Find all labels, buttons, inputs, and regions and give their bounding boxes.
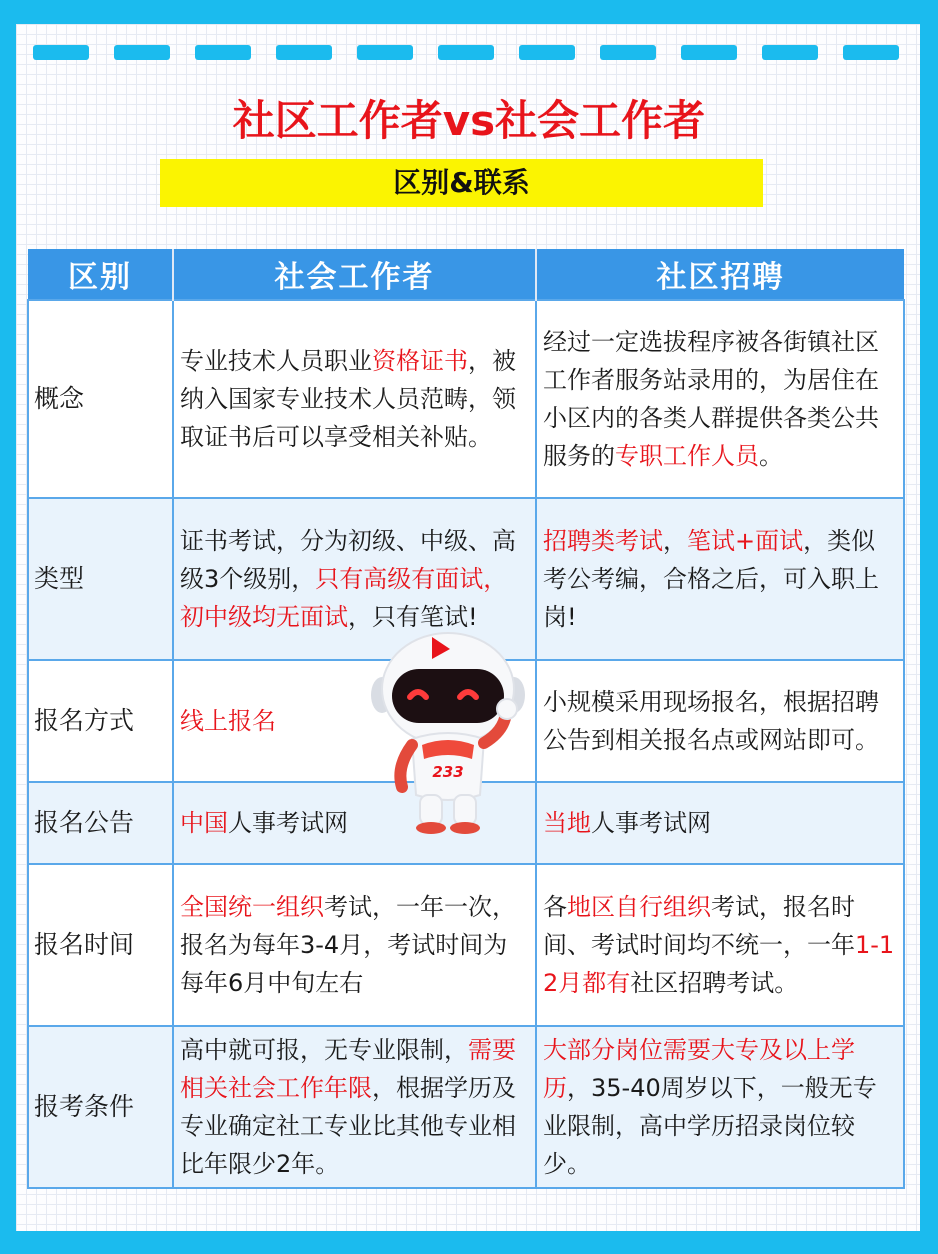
page-subtitle: 区别&联系 (160, 159, 763, 207)
row-label: 报名公告 (28, 782, 173, 864)
highlight-text: 当地 (543, 809, 591, 837)
cell-text: ， (663, 527, 687, 555)
cell-text: 小规模采用现场报名，根据招聘公告到相关报名点或网站即可。 (543, 688, 879, 754)
row-label: 类型 (28, 498, 173, 660)
column-header-social-worker: 社会工作者 (173, 249, 536, 300)
row-label: 报名方式 (28, 660, 173, 782)
column-header-difference: 区别 (28, 249, 173, 300)
dash-decor (681, 45, 737, 60)
dash-decor (195, 45, 251, 60)
cell-text: ，35-40周岁以下，一般无专业限制，高中学历招录岗位较少。 (543, 1074, 877, 1178)
highlight-text: 线上报名 (180, 707, 276, 735)
dash-decor (276, 45, 332, 60)
social-worker-cell (173, 1026, 536, 1188)
dash-decor (33, 45, 89, 60)
cell-text: 各 (543, 893, 567, 921)
table-row (28, 864, 904, 1026)
community-recruit-cell (536, 864, 904, 1026)
highlight-text: 只有高级有面试，初中级均无面试 (180, 565, 508, 631)
table-row (28, 300, 904, 498)
cell-text: ，被纳入国家专业技术人员范畴，领取证书后可以享受相关补贴。 (180, 347, 516, 451)
cell-text: 人事考试网 (591, 809, 711, 837)
community-recruit-cell (536, 660, 904, 782)
social-worker-cell (173, 300, 536, 498)
community-recruit-cell (536, 498, 904, 660)
page-title: 社区工作者vs社会工作者 (232, 96, 706, 145)
row-label: 报名时间 (28, 864, 173, 1026)
mascot-badge: 233 (432, 763, 464, 781)
dash-decor (519, 45, 575, 60)
dash-decor (843, 45, 899, 60)
highlight-text: 招聘类考试 (543, 527, 663, 555)
row-label: 报考条件 (28, 1026, 173, 1188)
cell-text: 高中就可报，无专业限制， (180, 1036, 468, 1064)
cell-text: ，类似考公考编，合格之后，可入职上岗! (543, 527, 879, 631)
dash-decor (600, 45, 656, 60)
highlight-text: 全国统一组织 (180, 893, 324, 921)
column-header-community-recruit: 社区招聘 (536, 249, 904, 300)
top-dash-decoration (33, 45, 903, 61)
highlight-text: 地区自行组织 (567, 893, 711, 921)
community-recruit-cell (536, 1026, 904, 1188)
cell-text: 考试，报名时间、考试时间均不统一，一年 (543, 893, 855, 959)
dash-decor (114, 45, 170, 60)
cell-text: 。 (759, 442, 783, 470)
cell-text: 专业技术人员职业 (180, 347, 372, 375)
highlight-text: 资格证书 (372, 347, 468, 375)
dash-decor (357, 45, 413, 60)
cell-text: 考试，一年一次，报名为每年3-4月，考试时间为每年6月中旬左右 (180, 893, 516, 997)
cell-text: 经过一定选拔程序被各街镇社区工作者服务站录用的，为居住在小区内的各类人群提供各类公共服务的 (543, 328, 879, 470)
table-row (28, 1026, 904, 1188)
community-recruit-cell (536, 782, 904, 864)
highlight-text: 专职工作人员 (615, 442, 759, 470)
cell-text: 证书考试，分为初级、中级、高级3个级别， (180, 527, 516, 593)
highlight-text: 需要相关社会工作年限 (180, 1036, 516, 1102)
community-recruit-cell (536, 300, 904, 498)
cell-text: ，只有笔试! (348, 603, 478, 631)
row-label: 概念 (28, 300, 173, 498)
highlight-text: 笔试+面试 (687, 527, 804, 555)
cell-text: 人事考试网 (228, 809, 348, 837)
robot-mascot-icon (368, 627, 528, 837)
cell-text: 社区招聘考试。 (630, 969, 799, 997)
table-header-row (28, 249, 904, 300)
cell-text: ，根据学历及专业确定社工专业比其他专业相比年限少2年。 (180, 1074, 516, 1178)
dash-decor (438, 45, 494, 60)
highlight-text: 中国 (180, 809, 228, 837)
social-worker-cell (173, 864, 536, 1026)
dash-decor (762, 45, 818, 60)
highlight-text: 大部分岗位需要大专及以上学历 (543, 1036, 855, 1102)
highlight-text: 1-12月都有 (543, 931, 895, 997)
